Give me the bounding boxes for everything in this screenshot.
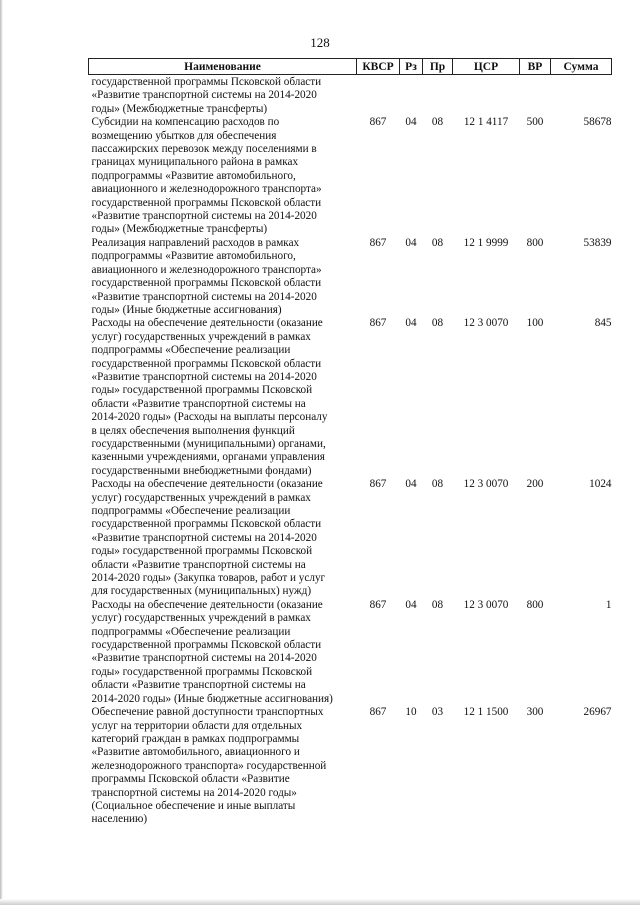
row-vr: 500	[526, 116, 544, 129]
row-name: Реализация направлений расходов в рамках подпрограммы «Развитие автомобильного, авиационного и железнодорожного транспорта» государственной программы Псковской области «Развитие транспортной системы на 2014-2020 годы» (Иные бюджетные ассигнования)	[91, 236, 322, 316]
table-header	[89, 59, 612, 75]
row-pr: 08	[431, 598, 444, 611]
row-sum: 53839	[583, 236, 612, 249]
row-sum: 26967	[583, 706, 612, 719]
row-kvsr: 867	[369, 598, 387, 611]
row-kvsr: 867	[369, 478, 387, 491]
header-rz: Рз	[400, 59, 423, 75]
row-name: Субсидии на компенсацию расходов по возмещению убытков для обеспечения пассажирских перевозок между поселениями в границах муниципального района в рамках подпрограммы «Развитие автомобильного, авиационного и железнодорожного транспорта» государственной программы Псковской области «Развитие транспортной системы на 2014-2020 годы» (Межбюджетные трансферты)	[91, 116, 322, 236]
row-sum	[551, 75, 612, 117]
row-name: Расходы на обеспечение деятельности (оказание услуг) государственных учреждений в рамках подпрограммы «Обеспечение реализации государственной программы Псковской области «Развитие транспортной системы на 2014-2020 годы» государственной программы Псковской области «Развитие транспортной системы на 2014-2020 годы» (Расходы на выплаты персоналу в целях обеспечения выполнения функций государственными (муниципальными) органами, казенными учреждениями, органами управления государственными внебюджетными фондами)	[91, 317, 328, 477]
row-vr: 100	[526, 317, 544, 330]
row-name: Расходы на обеспечение деятельности (оказание услуг) государственных учреждений в рамках подпрограммы «Обеспечение реализации государственной программы Псковской области «Развитие транспортной системы на 2014-2020 годы» государственной программы Псковской области «Развитие транспортной системы на 2014-2020 годы» (Закупка товаров, работ и услуг для государственных (муниципальных) нужд)	[91, 478, 326, 598]
row-pr: 08	[431, 116, 444, 129]
row-kvsr: 867	[369, 706, 387, 719]
header-sum: Сумма	[551, 59, 612, 75]
row-sum: 1	[605, 598, 612, 611]
row-vr: 800	[526, 598, 544, 611]
row-rz	[400, 75, 423, 117]
header-csr: ЦСР	[453, 59, 520, 75]
row-csr: 12 1 9999	[463, 236, 509, 249]
row-csr: 12 3 0070	[463, 317, 509, 330]
row-pr: 03	[431, 706, 444, 719]
row-name: Расходы на обеспечение деятельности (оказание услуг) государственных учреждений в рамках подпрограммы «Обеспечение реализации государственной программы Псковской области «Развитие транспортной системы на 2014-2020 годы» государственной программы Псковской области «Развитие транспортной системы на 2014-2020 годы» (Иные бюджетные ассигнования)	[91, 598, 333, 705]
table-body	[89, 75, 612, 827]
table-row	[89, 317, 612, 478]
header-vr: ВР	[520, 59, 551, 75]
row-kvsr	[357, 75, 400, 117]
budget-table	[88, 58, 612, 827]
row-csr	[453, 75, 520, 117]
row-sum: 58678	[583, 116, 612, 129]
row-kvsr: 867	[369, 116, 387, 129]
row-vr	[520, 75, 551, 117]
table-row	[89, 478, 612, 599]
row-kvsr: 867	[369, 317, 387, 330]
row-rz: 04	[405, 317, 417, 330]
row-sum: 845	[594, 317, 612, 330]
scan-left-edge	[0, 0, 3, 905]
row-sum: 1024	[589, 478, 612, 491]
table-row	[89, 116, 612, 237]
row-rz: 04	[405, 478, 417, 491]
row-kvsr: 867	[369, 236, 387, 249]
row-rz: 04	[405, 116, 417, 129]
row-csr: 12 3 0070	[463, 478, 509, 491]
row-pr	[423, 75, 453, 117]
row-csr: 12 3 0070	[463, 598, 509, 611]
header-name: Наименование	[89, 59, 357, 75]
row-csr: 12 1 1500	[463, 706, 509, 719]
scan-bottom-edge	[0, 899, 640, 905]
row-pr: 08	[431, 236, 444, 249]
row-pr: 08	[431, 317, 444, 330]
row-rz: 04	[405, 598, 417, 611]
row-pr: 08	[431, 478, 444, 491]
row-rz: 10	[405, 706, 417, 719]
row-name: Обеспечение равной доступности транспортных услуг на территории области для отдельных категорий граждан в рамках подпрограммы «Развитие автомобильного, авиационного и железнодорожного транспорта» государственной программы Псковской области «Развитие транспортной системы на 2014-2020 годы» (Социальное обеспечение и иные выплаты населению)	[91, 706, 327, 826]
row-vr: 200	[526, 478, 544, 491]
row-rz: 04	[405, 236, 417, 249]
header-kvsr: КВСР	[357, 59, 400, 75]
page-number: 128	[310, 35, 330, 50]
row-name: государственной программы Псковской области «Развитие транспортной системы на 2014-2020 годы» (Межбюджетные трансферты)	[91, 76, 322, 115]
header-pr: Пр	[423, 59, 453, 75]
table-row	[89, 237, 612, 317]
row-vr: 300	[526, 706, 544, 719]
row-csr: 12 1 4117	[463, 116, 509, 129]
table-row	[89, 706, 612, 827]
table-row	[89, 599, 612, 706]
table-row	[89, 75, 612, 117]
row-vr: 800	[526, 236, 544, 249]
